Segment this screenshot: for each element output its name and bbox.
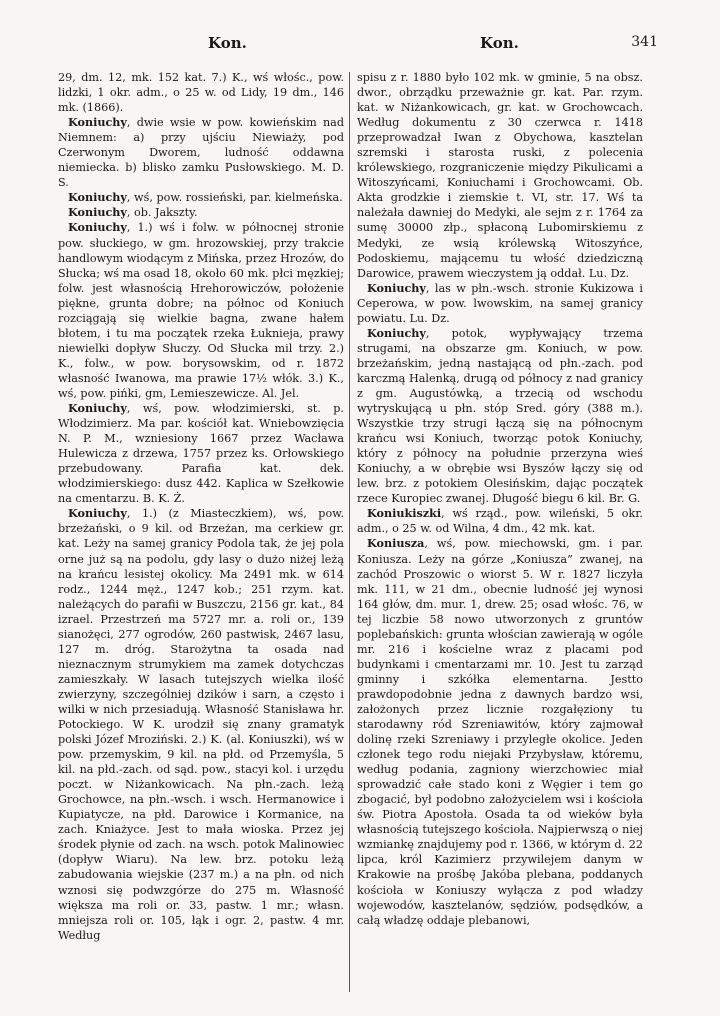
dictionary-entry	[357, 281, 643, 326]
entry-headword: Koniuchy	[367, 280, 426, 295]
right-running-head: Kon.	[480, 34, 519, 52]
left-running-head: Kon.	[208, 34, 247, 52]
entry-headword: Koniuchy	[68, 205, 127, 220]
entry-body: , wś, pow. włodzimierski, st. p. Włodzimierz. Ma par. kościół kat. Wniebowzięcia N. P. M., wzniesiony 1667 przez Wacława Hulewicza z drzewa, 1757 przez ks. Orłowskiego przebudowany. Parafia kat. dek. włodzimierskiego: dusz 442. Kaplica w Szełkowie na cmentarzu. B. K. Ż.	[58, 402, 344, 506]
entry-body: spisu z r. 1880 było 102 mk. w gminie, 5 na obsz. dwor., obrządku przeważnie gr. kat. Par. rzym. kat. w Niżankowicach, gr. kat. w Grochowcach. Według dokumentu z 30 czerwca r. 1418 przeprowadzał Iwan z Obychowa, kasztelan szremski i starosta ruski, z polecenia królewskiego, rozgraniczenie między Pikulicami a Witoszyńcami, Koniuchami i Grochowcami. Ob. Akta grodzkie i ziemskie t. VI, str. 17. Wś ta należała dawniej do Medyki, ale sejm z r. 1764 za sumę 30000 złp., spłaconą Lubomirskiemu z Medyki, ze wsią królewską Witoszyńce, Podoskiemu, mającemu tu włość dziedziczną Darowice, prawem wieczystem ją oddał. Lu. Dz.	[357, 71, 643, 280]
continued-entry-text	[357, 70, 643, 281]
entry-headword: Koniuchy	[68, 115, 127, 130]
entry-headword: Koniuchy	[68, 190, 127, 205]
dictionary-entry	[58, 115, 344, 190]
dictionary-entry	[357, 536, 643, 927]
entry-body: , ob. Jakszty.	[126, 206, 198, 220]
entry-headword: Koniusza	[367, 536, 425, 551]
left-text-column	[58, 70, 344, 943]
entry-body: , potok, wypływający trzema strugami, na obszarze gm. Koniuch, w pow. brzeżańskim, jedną nastającą od płn.-zach. pod karczmą Halenką, drugą od północy z nad granicy z gm. Augustówką, a trzecią od wschodu wytryskującą u płn. stóp Sred. góry (388 m.). Wszystkie trzy strugi łączą się na północnym krańcu wsi Koniuch, tworząc potok Koniuchy, który z północy na południe przerzyna wieś Koniuchy, a w obrębie wsi Byszów łączy się od lew. brz. z potokiem Olesińskim, dając początek rzece Kuropiec zwanej. Długość biegu 6 kil. Br. G.	[357, 326, 643, 506]
dictionary-entry	[357, 326, 643, 507]
running-header	[58, 34, 658, 56]
dictionary-entry	[58, 205, 344, 220]
entry-headword: Koniuchy	[68, 220, 127, 235]
entry-body: , wś, pow. miechowski, gm. i par. Koniusza. Leży na górze „Koniusza” zwanej, na zachód Proszowic o wiorst 5. W r. 1827 liczyła mk. 111, w 21 dm., obecnie ludność jej wynosi 164 głów, dm. mur. 1, drew. 25; osad włośc. 76, w tej liczbie 58 nowo utworzonych z gruntów poplebańskich: grunta włościan zawierają w ogóle mr. 216 i kościelne wraz z placami pod budynkami i cmentarzami mr. 10. Jest tu zarząd gminny i szkółka elementarna. Jestto prawdopodobnie jedna z dawnych bardzo wsi, założonych przez licznie rozgałęziony tu starodawny ród Szreniawitów, który zajmował dolinę rzeki Szreniawy i przyległe okolice. Jeden członek tego rodu niejaki Przybysław, któremu, według podania, zagniony wierzchowiec miał sprowadzić całe stado koni z Węgier i tem go zbogacić, był podobno założycielem wsi i kościoła św. Piotra Apostoła. Osada ta od wieków była własnością tutejszego kościoła. Najpierwszą o niej wzmiankę znajdujemy pod r. 1366, w którym d. 22 lipca, król Kazimierz przywilejem danym w Krakowie na prośbę Jakóba plebana, poddanych kościoła w Koniuszy wyłącza z pod władzy wojewodów, kasztelanów, sędziów, podsędków, a całą władzę oddaje plebanowi,	[357, 537, 643, 927]
entry-body: , las w płn.-wsch. stronie Kukizowa i Ceperowa, w pow. lwowskim, na samej granicy powiatu. Lu. Dz.	[357, 281, 643, 325]
continued-entry-text	[58, 70, 344, 115]
dictionary-entry	[58, 506, 344, 942]
entry-headword: Koniuchy	[68, 506, 127, 521]
entry-body: , 1.) wś i folw. w północnej stronie pow. słuckiego, w gm. hrozowskiej, przy trakcie handlowym wiodącym z Mińska, przez Hrozów, do Słucka; wś ma osad 18, około 60 mk. płci męzkiej; folw. jest własnością Hrehorowiczów, położenie piękne, grunta dobre; na północ od Koniuch rozciągają się wielkie bagna, zwane hałem błotem, i tu ma początek rzeka Łuknieja, prawy niewielki dopływ Słuczy. Od Słucka mil trzy. 2.) K., folw., w pow. borysowskim, od r. 1872 własność Iwanowa, ma prawie 17½ włók. 3.) K., wś, pow. pińki, gm, Lemieszewicze. Al. Jel.	[58, 221, 344, 400]
right-text-column	[357, 70, 643, 928]
column-divider	[349, 72, 350, 992]
dictionary-entry	[357, 506, 643, 536]
dictionary-entry	[58, 190, 344, 205]
entry-body: , wś, pow. rossieński, par. kielmeńska.	[126, 191, 343, 205]
dictionary-entry	[58, 220, 344, 401]
entry-body: , wś rząd., pow. wileński, 5 okr. adm., o 25 w. od Wilna, 4 dm., 42 mk. kat.	[357, 507, 643, 536]
entry-body: , 1.) (z Miasteczkiem), wś, pow. brzeżański, o 9 kil. od Brzeżan, ma cerkiew gr. kat. Leży na samej granicy Podola tak, że jej pola orne już są na podolu, gdy lasy o dużo niżej leżą na krańcu lesistej okolicy. Ma 2491 mk. w 614 rodz., 1244 męż., 1247 kob.; 251 rzym. kat. należących do parafii w Buszczu, 2156 gr. kat., 84 izrael. Przestrzeń ma 5727 mr. a. roli or., 139 sianożęci, 277 ogrodów, 260 pastwisk, 2467 lasu, 127 m. dróg. Starożytna ta osada nad nieznacznym strumykiem ma zamek dotychczas zamieszkały. W lasach tutejszych wielka ilość zwierzyny, szczególniej dzików i sarn, a często i wilki w nich przesiadują. Własność Stanisława hr. Potockiego. W K. urodził się znany gramatyk polski Józef Mroziński. 2.) K. (al. Koniuszki), wś w pow. przemyskim, 9 kil. na płd. od Przemyśla, 5 kil. na płd.-zach. od sąd. pow., stacyi kol. i urzędu poczt. w Niżankowicach. Na płn.-zach. leżą Grochowce, na płn.-wsch. i wsch. Hermanowice i Kupiatycze, na płd. Darowice i Kormanice, na zach. Kniażyce. Jest to mała wioska. Przez jej środek płynie od zach. na wsch. potok Malinowiec (dopływ Wiaru). Na lew. brz. potoku leżą zabudowania wiejskie (237 m.) a na płn. od nich wznosi się podwzgórze do 275 m. Własność większa ma roli or. 33, pastw. 1 mr.; własn. mniejsza roli or. 105, łąk i ogr. 2, pastw. 4 mr. Według	[58, 507, 344, 942]
entry-body: , dwie wsie w pow. kowieńskim nad Niemnem: a) przy ujściu Niewiaży, pod Czerwonym Dworem, ludność oddawna niemiecka. b) blisko zamku Pusłowskiego. M. D. S.	[58, 116, 344, 190]
entry-headword: Koniukiszki	[367, 506, 442, 521]
entry-headword: Koniuchy	[68, 401, 127, 416]
entry-headword: Koniuchy	[367, 325, 426, 340]
entry-body: 29, dm. 12, mk. 152 kat. 7.) K., wś włośc., pow. lidzki, 1 okr. adm., o 25 w. od Lidy, 19 dm., 146 mk. (1866).	[58, 71, 344, 115]
dictionary-entry	[58, 401, 344, 506]
page-number: 341	[631, 34, 658, 50]
